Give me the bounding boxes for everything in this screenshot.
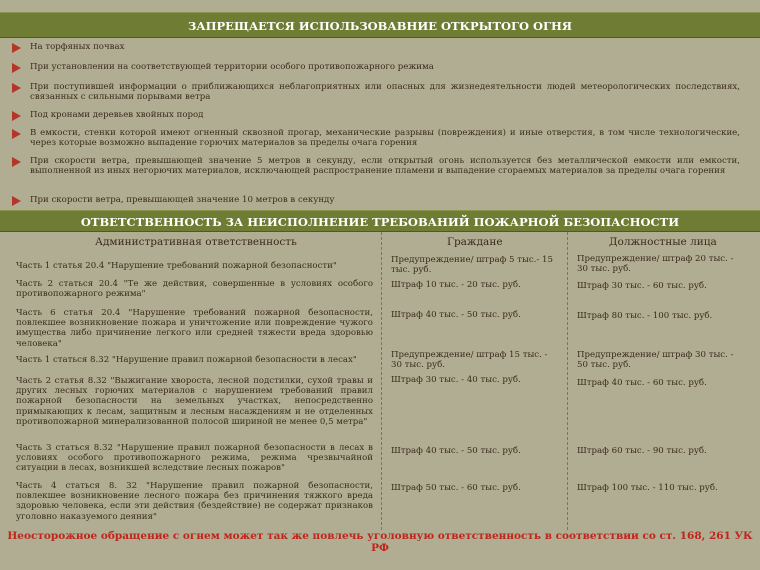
officials-penalty-cell: Предупреждение/ штраф 30 тыс. - 50 тыс. руб.: [577, 350, 734, 371]
responsibility-banner: [0, 210, 760, 232]
list-item-text: При установлении на соответствующей территории особого противопожарного режима: [30, 62, 434, 72]
bullet-arrow-icon: [12, 43, 21, 53]
officials-penalty-cell: Штраф 80 тыс. - 100 тыс. руб.: [577, 311, 713, 321]
officials-penalty-cell: Штраф 100 тыс. - 110 тыс. руб.: [577, 483, 718, 493]
article-cell: Часть 4 статься 8. 32 "Нарушение правил пожарной безопасности, повлекшее возникновение лесного пожара без причинения тяжкого вреда здоровью человека, если эти действия (бездействие) не содержат признаков уголовно наказуемого деяния": [16, 481, 373, 522]
prohibition-title: ЗАПРЕЩАЕТСЯ ИСПОЛЬЗОВАВНИЕ ОТКРЫТОГО ОГНЯ: [188, 19, 572, 33]
article-cell: Часть 3 статься 8.32 "Нарушение правил пожарной безопасности в лесах в условиях особого противопожарного режима, режима чрезвычайной ситуации в лесах, возникшей вследствие лесных пожаров": [16, 443, 373, 474]
criminal-liability-note: Неосторожное обращение с огнем может так же повлечь уголовную ответственность в соответствии со ст. 168, 261 УК РФ: [7, 530, 753, 554]
column-header-officials: Должностные лица: [609, 236, 717, 248]
article-cell: Часть 2 статья 8.32 "Выжигание хвороста, лесной подстилки, сухой травы и других лесных горючих материалов с нарушением требований правил пожарной безопасности на земельных участках, непосредственно примыкающих к лесам, защитным и лесным насаждениям и не отделенных противопожарной минерализованной полосой шириной не менее 0,5 метра": [16, 376, 373, 427]
bullet-arrow-icon: [12, 157, 21, 167]
officials-penalty-cell: Штраф 60 тыс. - 90 тыс. руб.: [577, 446, 707, 456]
responsibility-title: ОТВЕТСТВЕННОСТЬ ЗА НЕИСПОЛНЕНИЕ ТРЕБОВАНИЙ ПОЖАРНОЙ БЕЗОПАСНОСТИ: [80, 215, 680, 229]
list-item: [12, 42, 740, 52]
list-item-text: Под кронами деревьев хвойных пород: [30, 110, 204, 120]
list-item: [12, 156, 740, 176]
citizens-penalty-cell: Штраф 40 тыс. - 50 тыс. руб.: [391, 446, 521, 456]
citizens-penalty-cell: Штраф 50 тыс. - 60 тыс. руб.: [391, 483, 521, 493]
citizens-penalty-cell: Предупреждение/ штраф 5 тыс.- 15 тыс. руб.: [391, 255, 553, 276]
article-cell: Часть 1 статься 8.32 "Нарушение правил пожарной безопасности в лесах": [16, 355, 357, 365]
list-item-text: При скорости ветра, превышающей значение 10 метров в секунду: [30, 195, 335, 205]
article-cell: Часть 1 статья 20.4 "Нарушение требований пожарной безопасности": [16, 261, 337, 271]
prohibition-banner: [0, 12, 760, 38]
column-header-admin: Административная ответственность: [95, 236, 297, 248]
column-divider: [381, 232, 382, 530]
citizens-penalty-cell: Штраф 40 тыс. - 50 тыс. руб.: [391, 310, 521, 320]
list-item: [12, 110, 740, 120]
list-item: [12, 128, 740, 148]
citizens-penalty-cell: Штраф 30 тыс. - 40 тыс. руб.: [391, 375, 521, 385]
list-item-text: При скорости ветра, превышающей значение 5 метров в секунду, если открытый огонь используется без металлической емкости или емкости, выполненной из иных негорючих материалов, исключающей распространение пламени и выпадение сгораемых материалов за пределы очага горения: [30, 156, 740, 177]
article-cell: Часть 6 статья 20.4 "Нарушение требований пожарной безопасности, повлекшее возникновение пожара и уничтожение или повреждение чужого имущества либо причинение легкого или средней тяжести вреда здоровью человека": [16, 308, 373, 349]
officials-penalty-cell: Штраф 30 тыс. - 60 тыс. руб.: [577, 281, 707, 291]
list-item: [12, 195, 740, 205]
bullet-arrow-icon: [12, 111, 21, 121]
bullet-arrow-icon: [12, 63, 21, 73]
article-cell: Часть 2 статься 20.4 "Те же действия, совершенные в условиях особого противопожарного режима": [16, 279, 373, 300]
citizens-penalty-cell: Штраф 10 тыс. - 20 тыс. руб.: [391, 280, 521, 290]
column-divider: [567, 232, 568, 530]
bullet-arrow-icon: [12, 83, 21, 93]
list-item-text: В емкости, стенки которой имеют огненный сквозной прогар, механические разрывы (повреждения) и иные отверстия, в том числе технологические, через которые возможно выпадение горючих материалов за пределы очага горения: [30, 128, 740, 149]
column-header-citizens: Граждане: [447, 236, 503, 248]
list-item-text: При поступившей информации о приближающихся неблагоприятных или опасных для жизнедеятельности людей метеорологических последствиях, связанных с сильными порывами ветра: [30, 82, 740, 103]
list-item-text: На торфяных почвах: [30, 42, 125, 52]
officials-penalty-cell: Предупреждение/ штраф 20 тыс. - 30 тыс. руб.: [577, 254, 734, 275]
bullet-arrow-icon: [12, 129, 21, 139]
list-item: [12, 62, 740, 72]
citizens-penalty-cell: Предупреждение/ штраф 15 тыс. - 30 тыс. руб.: [391, 350, 548, 371]
list-item: [12, 82, 740, 102]
bullet-arrow-icon: [12, 196, 21, 206]
officials-penalty-cell: Штраф 40 тыс. - 60 тыс. руб.: [577, 378, 707, 388]
